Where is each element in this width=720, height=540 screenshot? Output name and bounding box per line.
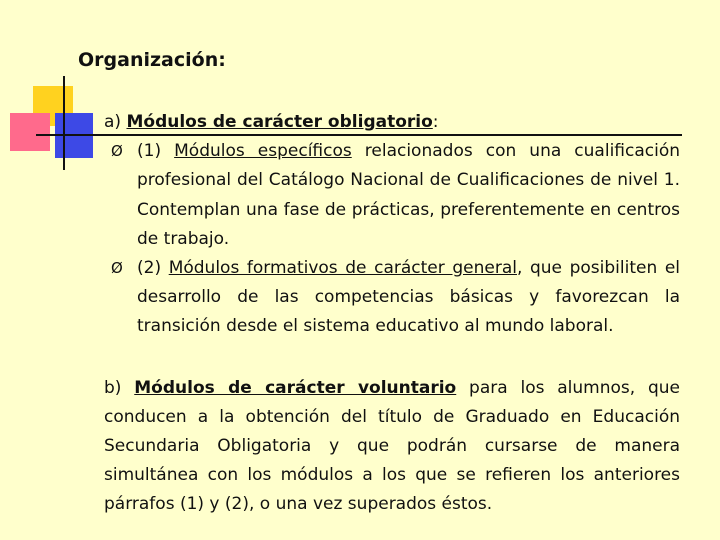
bullet-2-text: , que posibiliten el desarrollo de las competencias básicas y favorezcan la transición desde el sistema educativo al mundo laboral.: [137, 258, 681, 337]
slide-body: [104, 108, 680, 520]
section-b-text: para los alumnos, que conducen a la obtención del título de Graduado en Educación Secundaria Obligatoria y que podrán cursarse de manera simultánea con los módulos a los que se refieren los anteriores párrafos (1) y (2), o una vez superados éstos.: [104, 377, 681, 515]
bullet-1-term: Módulos específicos: [174, 141, 352, 162]
section-a-prefix: a): [104, 112, 127, 132]
slide-title: Organización:: [78, 49, 226, 71]
bullet-2-term: Módulos formativos de carácter general: [168, 258, 517, 279]
yellow-square: [33, 86, 73, 126]
bullet-1-text: relacionados con una cualificación profesional del Catálogo Nacional de Cualificaciones de nivel 1. Contemplan una fase de prácticas, preferentemente en centros de trabajo.: [137, 141, 681, 249]
bullet-item-2: [104, 254, 680, 342]
section-a-heading: [104, 108, 680, 137]
section-b-paragraph: [104, 374, 680, 520]
bullet-item-1: [104, 137, 680, 254]
section-a-title: Módulos de carácter obligatorio: [126, 112, 433, 132]
red-square: [10, 113, 50, 151]
section-b-title: Módulos de carácter voluntario: [134, 377, 457, 398]
vertical-rule: [63, 76, 65, 170]
blue-square: [55, 113, 93, 158]
arrow-bullet-icon: Ø: [111, 142, 123, 161]
section-a-colon: :: [432, 112, 439, 132]
section-b-prefix: b): [104, 377, 135, 398]
arrow-bullet-icon: Ø: [111, 259, 123, 278]
bullet-1-number: (1): [137, 141, 175, 162]
bullet-2-number: (2): [137, 258, 169, 279]
